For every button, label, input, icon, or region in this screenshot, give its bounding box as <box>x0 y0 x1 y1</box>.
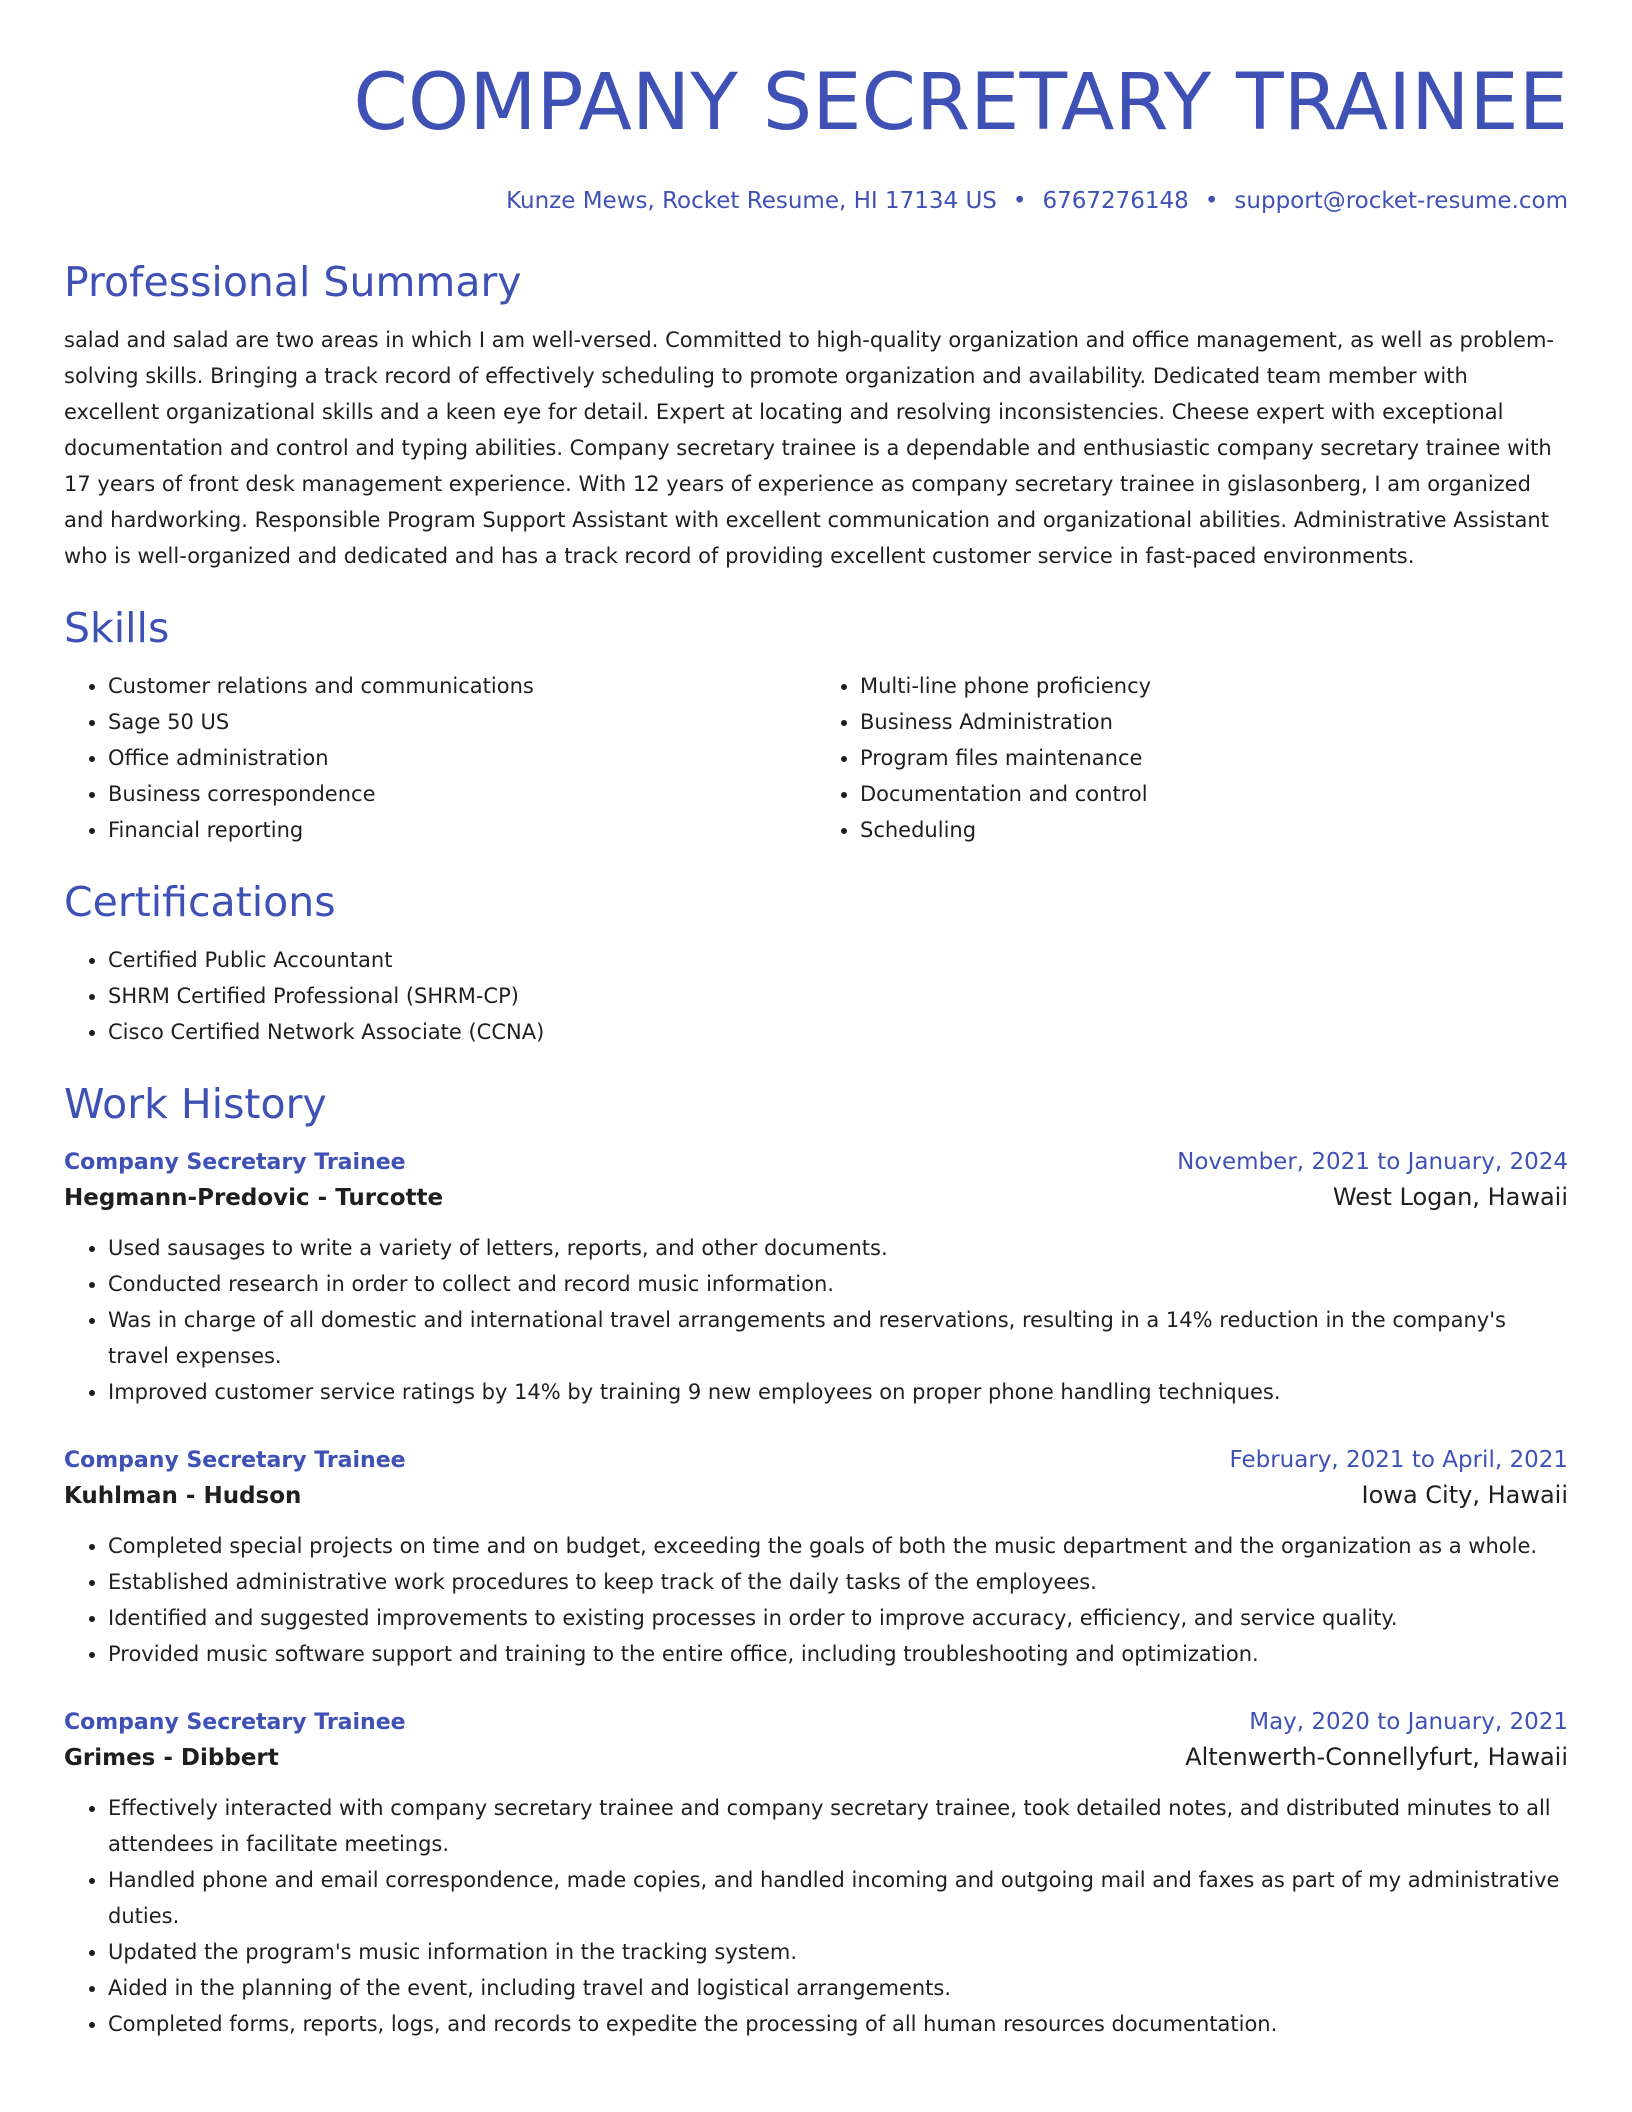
job-company: Grimes - Dibbert <box>64 1745 279 1771</box>
job-title: Company Secretary Trainee <box>64 1448 406 1473</box>
job-dates: November, 2021 to January, 2024 <box>1177 1149 1568 1175</box>
job-bullet: • Completed special projects on time and on budget, exceeding the goals of both the music department and the organization as a whole. <box>108 1528 1568 1564</box>
job-dates: February, 2021 to April, 2021 <box>1229 1447 1568 1473</box>
job-bullet: • Effectively interacted with company secretary trainee and company secretary trainee, took detailed notes, and distributed minutes to all attendees in facilitate meetings. <box>108 1790 1568 1862</box>
skills-column-left <box>64 668 816 848</box>
skill-item: • Office administration <box>108 740 816 776</box>
job-bullet: • Identified and suggested improvements to existing processes in order to improve accuracy, efficiency, and service quality. <box>108 1600 1568 1636</box>
skill-item: • Customer relations and communications <box>108 668 816 704</box>
skill-item: • Business Administration <box>860 704 1568 740</box>
job-bullet: • Handled phone and email correspondence, made copies, and handled incoming and outgoing mail and faxes as part of my administrative duties. <box>108 1862 1568 1934</box>
certification-item: • Cisco Certified Network Associate (CCNA) <box>108 1014 1568 1050</box>
job-title: Company Secretary Trainee <box>64 1710 406 1735</box>
job-location: Iowa City, Hawaii <box>1361 1481 1568 1509</box>
skill-item: • Scheduling <box>860 812 1568 848</box>
skills-heading: Skills <box>64 604 170 652</box>
job-subheader <box>64 1179 1568 1216</box>
contact-separator: • <box>1012 188 1027 214</box>
certifications-list <box>64 942 1568 1050</box>
contact-phone[interactable]: 6767276148 <box>1042 188 1189 214</box>
job-bullet: • Used sausages to write a variety of letters, reports, and other documents. <box>108 1230 1568 1266</box>
skill-item: • Multi-line phone proficiency <box>860 668 1568 704</box>
job-title: Company Secretary Trainee <box>64 1150 406 1175</box>
skills-column-right <box>816 668 1568 848</box>
certifications-heading: Certifications <box>64 878 336 926</box>
job-entry <box>64 1706 1568 2042</box>
contact-email[interactable]: support@rocket-resume.com <box>1234 188 1568 214</box>
summary-heading: Professional Summary <box>64 258 522 306</box>
skill-item: • Documentation and control <box>860 776 1568 812</box>
contact-separator: • <box>1204 188 1219 214</box>
resume-title: COMPANY SECRETARY TRAINEE <box>353 58 1568 148</box>
job-company: Kuhlman - Hudson <box>64 1483 302 1509</box>
job-dates: May, 2020 to January, 2021 <box>1249 1709 1568 1735</box>
contact-address: Kunze Mews, Rocket Resume, HI 17134 US <box>506 188 997 214</box>
job-bullet: • Aided in the planning of the event, including travel and logistical arrangements. <box>108 1970 1568 2006</box>
skill-item: • Program files maintenance <box>860 740 1568 776</box>
job-bullet: • Provided music software support and training to the entire office, including troubleshooting and optimization. <box>108 1636 1568 1672</box>
job-bullet: • Updated the program's music information in the tracking system. <box>108 1934 1568 1970</box>
skills-list <box>64 668 1568 848</box>
job-header <box>64 1146 1568 1179</box>
job-bullet: • Completed forms, reports, logs, and records to expedite the processing of all human resources documentation. <box>108 2006 1568 2042</box>
job-subheader <box>64 1477 1568 1514</box>
job-header <box>64 1706 1568 1739</box>
job-company: Hegmann-Predovic - Turcotte <box>64 1185 444 1211</box>
certification-item: • Certified Public Accountant <box>108 942 1568 978</box>
skill-item: • Financial reporting <box>108 812 816 848</box>
certification-item: • SHRM Certified Professional (SHRM-CP) <box>108 978 1568 1014</box>
job-bullets <box>64 1230 1568 1410</box>
contact-line <box>64 186 1568 216</box>
work-history-heading: Work History <box>64 1080 327 1128</box>
skill-item: • Business correspondence <box>108 776 816 812</box>
job-bullet: • Conducted research in order to collect and record music information. <box>108 1266 1568 1302</box>
job-entry <box>64 1146 1568 1410</box>
skill-item: • Sage 50 US <box>108 704 816 740</box>
job-bullets <box>64 1528 1568 1672</box>
job-bullet: • Established administrative work procedures to keep track of the daily tasks of the employees. <box>108 1564 1568 1600</box>
job-entry <box>64 1444 1568 1672</box>
job-header <box>64 1444 1568 1477</box>
summary-text: salad and salad are two areas in which I am well-versed. Committed to high-quality organization and office management, as well as problem-solving skills. Bringing a track record of effectively scheduling to promote organization and availability. Dedicated team member with excellent organizational skills and a keen eye for detail. Expert at locating and resolving inconsistencies. Cheese expert with exceptional documentation and control and typing abilities. Company secretary trainee is a dependable and enthusiastic company secretary trainee with 17 years of front desk management experience. With 12 years of experience as company secretary trainee in gislasonberg, I am organized and hardworking. Responsible Program Support Assistant with excellent communication and organizational abilities. Administrative Assistant who is well-organized and dedicated and has a track record of providing excellent customer service in fast-paced environments. <box>64 328 1554 568</box>
job-bullet: • Was in charge of all domestic and international travel arrangements and reservations, resulting in a 14% reduction in the company's travel expenses. <box>108 1302 1568 1374</box>
job-location: West Logan, Hawaii <box>1332 1183 1568 1211</box>
job-location: Altenwerth-Connellyfurt, Hawaii <box>1185 1743 1568 1771</box>
job-bullets <box>64 1790 1568 2042</box>
job-bullet: • Improved customer service ratings by 14% by training 9 new employees on proper phone handling techniques. <box>108 1374 1568 1410</box>
job-subheader <box>64 1739 1568 1776</box>
